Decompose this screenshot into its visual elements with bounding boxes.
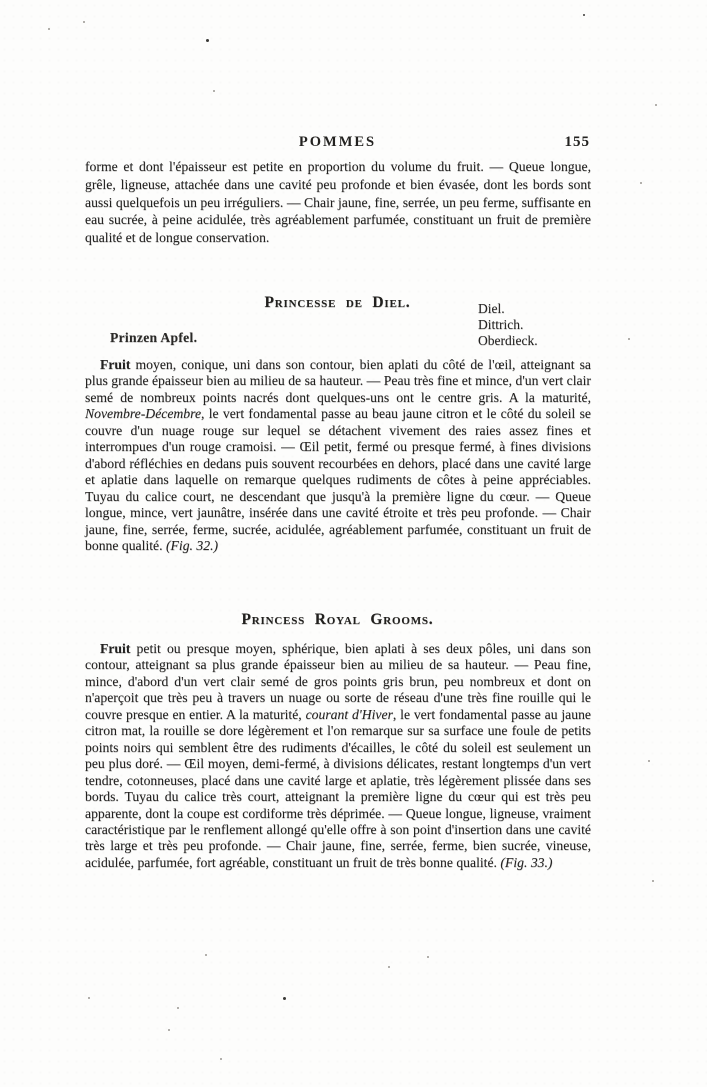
scan-speck xyxy=(220,1058,222,1060)
scan-speck xyxy=(206,39,209,42)
scan-speck xyxy=(88,997,90,999)
scan-speck xyxy=(427,956,429,958)
running-title: POMMES xyxy=(298,134,377,150)
scan-speck xyxy=(83,21,85,23)
scan-speck xyxy=(283,997,286,1000)
synonym-label: Prinzen Apfel. xyxy=(110,330,198,345)
scan-speck xyxy=(583,14,585,16)
reference-item: Oberdieck. xyxy=(478,333,538,349)
description-paragraph-princesse-de-diel: Fruit moyen, conique, uni dans son contour, bien aplati du côté de l'œil, atteignant sa plus grande épaisseur bien au milieu de sa hauteur. — Peau très fine et mince, d'un vert clair semé de nombreux points nacrés dont quelques-uns ont le centre gris. A la maturité, Novembre-Décembre, le vert fondamental passe au beau jaune citron et le côté du soleil se couvre d'un nuage rouge sur lequel se détachent vivement des raies assez fines et interrompues d'un rouge cramoisi. — Œil petit, fermé ou presque fermé, à fines divisions d'abord réfléchies en dedans puis souvent recourbées en dehors, placé dans une cavité large et aplatie dans laquelle on remarque quelques rudiments de côtes à peine appréciables. Tuyau du calice court, ne descendant que jusqu'à la première ligne du cœur. — Queue longue, mince, vert jaunâtre, insérée dans une cavité étroite et très peu profonde. — Chair jaune, fine, serrée, ferme, sucrée, acidulée, agréablement parfumée, constituant un fruit de bonne qualité. (Fig. 32.) xyxy=(85,357,591,553)
reference-item: Diel. xyxy=(478,301,505,316)
scan-speck xyxy=(48,28,50,30)
page-number: 155 xyxy=(564,134,590,150)
scan-speck xyxy=(168,1029,170,1031)
section-heading-princesse-de-diel: Princesse de Diel. xyxy=(264,294,411,311)
section-heading-princess-royal-grooms: Princess Royal Grooms. xyxy=(241,611,434,628)
scan-speck xyxy=(640,182,642,184)
scan-speck xyxy=(652,880,654,882)
scan-speck xyxy=(628,338,630,340)
scan-speck xyxy=(205,954,207,956)
description-paragraph-princess-royal-grooms: Fruit petit ou presque moyen, sphérique, bien aplati à ses deux pôles, uni dans son contour, atteignant sa plus grande épaisseur bien au milieu de sa hauteur. — Peau fine, mince, d'abord d'un vert clair semé de gros points gris brun, peu nombreux et dont on n'aperçoit que très peu à travers un nuage ou sorte de réseau d'une très fine rouille qui le couvre presque en entier. A la maturité, courant d'Hiver, le vert fondamental passe au jaune citron mat, la rouille se dore légèrement et l'on remarque sur sa surface une foule de petits points noirs qui semblent être des rudiments d'écailles, le côté du soleil est seulement un peu plus doré. — Œil moyen, demi-fermé, à divisions délicates, restant longtemps d'un vert tendre, cotonneuses, placé dans une cavité large et aplatie, très légèrement plissée dans ses bords. Tuyau du calice très court, atteignant la première ligne du cœur qui est très peu apparente, dont la coupe est cordiforme très déprimée. — Queue longue, ligneuse, vraiment caractéristique par le renflement allongé qu'elle offre à son point d'insertion dans une cavité très large et très peu profonde. — Chair jaune, fine, serrée, ferme, bien sucrée, vineuse, acidulée, parfumée, fort agréable, constituant un fruit de très bonne qualité. (Fig. 33.) xyxy=(85,641,592,870)
scan-speck xyxy=(388,966,390,968)
scan-speck xyxy=(648,760,650,762)
running-header xyxy=(85,134,590,151)
scan-speck xyxy=(655,104,657,106)
scan-speck xyxy=(213,90,215,92)
scan-speck xyxy=(177,1007,179,1009)
reference-item: Dittrich. xyxy=(478,317,524,333)
continued-paragraph: forme et dont l'épaisseur est petite en proportion du volume du fruit. — Queue longue, grêle, ligneuse, attachée dans une cavité peu profonde et bien évasée, dont les bords sont aussi quelquefois un peu irréguliers. — Chair jaune, fine, serrée, un peu ferme, suffisante en eau sucrée, à peine acidulée, très agréablement parfumée, constituant un fruit de première qualité et de longue conservation. xyxy=(85,159,591,246)
reference-list xyxy=(478,301,538,349)
